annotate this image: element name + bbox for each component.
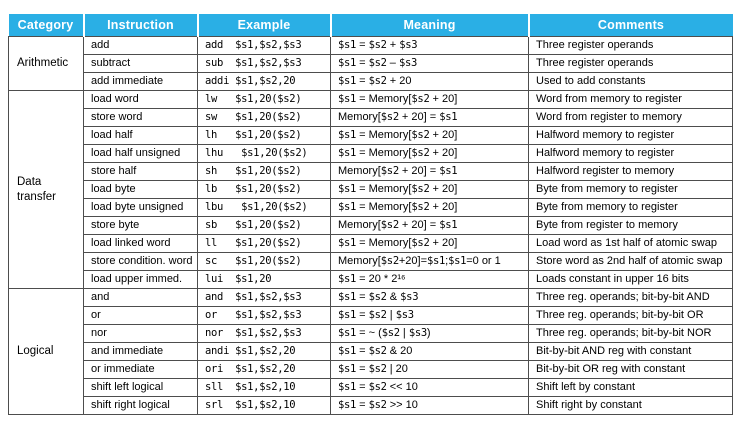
comments-cell: Byte from register to memory (529, 217, 733, 235)
comments-cell: Bit-by-bit AND reg with constant (529, 343, 733, 361)
category-cell: Logical (9, 289, 84, 415)
example-cell: andi $s1,$s2,20 (198, 343, 331, 361)
meaning-cell: $s1 = $s2 << 10 (331, 379, 529, 397)
instruction-cell: subtract (84, 55, 198, 73)
instruction-cell: add immediate (84, 73, 198, 91)
table-row (9, 343, 733, 361)
instruction-cell: store condition. word (84, 253, 198, 271)
table-row (9, 145, 733, 163)
instruction-cell: store half (84, 163, 198, 181)
comments-cell: Shift right by constant (529, 397, 733, 415)
table-row (9, 235, 733, 253)
instruction-cell: load half (84, 127, 198, 145)
table-row (9, 289, 733, 307)
col-header-category: Category (9, 14, 84, 37)
meaning-cell: $s1 = Memory[$s2 + 20] (331, 127, 529, 145)
example-cell: sub $s1,$s2,$s3 (198, 55, 331, 73)
comments-cell: Halfword memory to register (529, 145, 733, 163)
example-cell: lhu $s1,20($s2) (198, 145, 331, 163)
instruction-cell: load byte (84, 181, 198, 199)
meaning-cell: Memory[$s2+20]=$s1;$s1=0 or 1 (331, 253, 529, 271)
comments-cell: Load word as 1st half of atomic swap (529, 235, 733, 253)
example-cell: addi $s1,$s2,20 (198, 73, 331, 91)
example-cell: and $s1,$s2,$s3 (198, 289, 331, 307)
comments-cell: Shift left by constant (529, 379, 733, 397)
table-row (9, 379, 733, 397)
comments-cell: Store word as 2nd half of atomic swap (529, 253, 733, 271)
comments-cell: Bit-by-bit OR reg with constant (529, 361, 733, 379)
meaning-cell: $s1 = $s2 | $s3 (331, 307, 529, 325)
comments-cell: Three reg. operands; bit-by-bit NOR (529, 325, 733, 343)
meaning-cell: Memory[$s2 + 20] = $s1 (331, 163, 529, 181)
example-cell: lui $s1,20 (198, 271, 331, 289)
instruction-cell: and (84, 289, 198, 307)
comments-cell: Three register operands (529, 37, 733, 55)
example-cell: lw $s1,20($s2) (198, 91, 331, 109)
table-row (9, 37, 733, 55)
category-cell: Arithmetic (9, 37, 84, 91)
instruction-cell: add (84, 37, 198, 55)
table-row (9, 127, 733, 145)
table-row (9, 109, 733, 127)
col-header-meaning: Meaning (331, 14, 529, 37)
meaning-cell: $s1 = Memory[$s2 + 20] (331, 145, 529, 163)
instruction-table (8, 14, 733, 415)
meaning-cell: $s1 = $s2 | 20 (331, 361, 529, 379)
comments-cell: Used to add constants (529, 73, 733, 91)
instruction-cell: or (84, 307, 198, 325)
instruction-cell: load byte unsigned (84, 199, 198, 217)
comments-cell: Byte from memory to register (529, 199, 733, 217)
comments-cell: Word from register to memory (529, 109, 733, 127)
meaning-cell: $s1 = Memory[$s2 + 20] (331, 91, 529, 109)
instruction-cell: shift right logical (84, 397, 198, 415)
col-header-comments: Comments (529, 14, 733, 37)
instruction-cell: load linked word (84, 235, 198, 253)
table-body (9, 37, 733, 415)
table-row (9, 307, 733, 325)
header-row (9, 14, 733, 37)
meaning-cell: $s1 = ~ ($s2 | $s3) (331, 325, 529, 343)
instruction-cell: store word (84, 109, 198, 127)
instruction-cell: or immediate (84, 361, 198, 379)
instruction-cell: load upper immed. (84, 271, 198, 289)
table-row (9, 271, 733, 289)
meaning-cell: $s1 = $s2 & $s3 (331, 289, 529, 307)
comments-cell: Three reg. operands; bit-by-bit OR (529, 307, 733, 325)
instruction-cell: store byte (84, 217, 198, 235)
example-cell: lb $s1,20($s2) (198, 181, 331, 199)
meaning-cell: $s1 = 20 * 2¹⁶ (331, 271, 529, 289)
comments-cell: Three register operands (529, 55, 733, 73)
meaning-cell: $s1 = $s2 & 20 (331, 343, 529, 361)
table-row (9, 73, 733, 91)
table-row (9, 199, 733, 217)
table-row (9, 325, 733, 343)
example-cell: or $s1,$s2,$s3 (198, 307, 331, 325)
meaning-cell: $s1 = Memory[$s2 + 20] (331, 181, 529, 199)
meaning-cell: $s1 = $s2 – $s3 (331, 55, 529, 73)
meaning-cell: $s1 = Memory[$s2 + 20] (331, 199, 529, 217)
comments-cell: Word from memory to register (529, 91, 733, 109)
table-row (9, 181, 733, 199)
table-row (9, 217, 733, 235)
instruction-cell: and immediate (84, 343, 198, 361)
example-cell: sb $s1,20($s2) (198, 217, 331, 235)
table-row (9, 91, 733, 109)
example-cell: srl $s1,$s2,10 (198, 397, 331, 415)
comments-cell: Loads constant in upper 16 bits (529, 271, 733, 289)
example-cell: lbu $s1,20($s2) (198, 199, 331, 217)
example-cell: sw $s1,20($s2) (198, 109, 331, 127)
meaning-cell: $s1 = $s2 + $s3 (331, 37, 529, 55)
meaning-cell: $s1 = $s2 + 20 (331, 73, 529, 91)
meaning-cell: $s1 = $s2 >> 10 (331, 397, 529, 415)
instruction-cell: load half unsigned (84, 145, 198, 163)
example-cell: sc $s1,20($s2) (198, 253, 331, 271)
meaning-cell: Memory[$s2 + 20] = $s1 (331, 109, 529, 127)
col-header-instruction: Instruction (84, 14, 198, 37)
table-row (9, 397, 733, 415)
table-row (9, 253, 733, 271)
comments-cell: Halfword register to memory (529, 163, 733, 181)
example-cell: add $s1,$s2,$s3 (198, 37, 331, 55)
example-cell: lh $s1,20($s2) (198, 127, 331, 145)
example-cell: nor $s1,$s2,$s3 (198, 325, 331, 343)
category-cell: Data transfer (9, 91, 84, 289)
comments-cell: Halfword memory to register (529, 127, 733, 145)
meaning-cell: Memory[$s2 + 20] = $s1 (331, 217, 529, 235)
example-cell: sh $s1,20($s2) (198, 163, 331, 181)
example-cell: ori $s1,$s2,20 (198, 361, 331, 379)
table-row (9, 163, 733, 181)
example-cell: sll $s1,$s2,10 (198, 379, 331, 397)
comments-cell: Three reg. operands; bit-by-bit AND (529, 289, 733, 307)
instruction-cell: nor (84, 325, 198, 343)
table-row (9, 55, 733, 73)
col-header-example: Example (198, 14, 331, 37)
instruction-cell: load word (84, 91, 198, 109)
meaning-cell: $s1 = Memory[$s2 + 20] (331, 235, 529, 253)
example-cell: ll $s1,20($s2) (198, 235, 331, 253)
instruction-cell: shift left logical (84, 379, 198, 397)
table-row (9, 361, 733, 379)
comments-cell: Byte from memory to register (529, 181, 733, 199)
